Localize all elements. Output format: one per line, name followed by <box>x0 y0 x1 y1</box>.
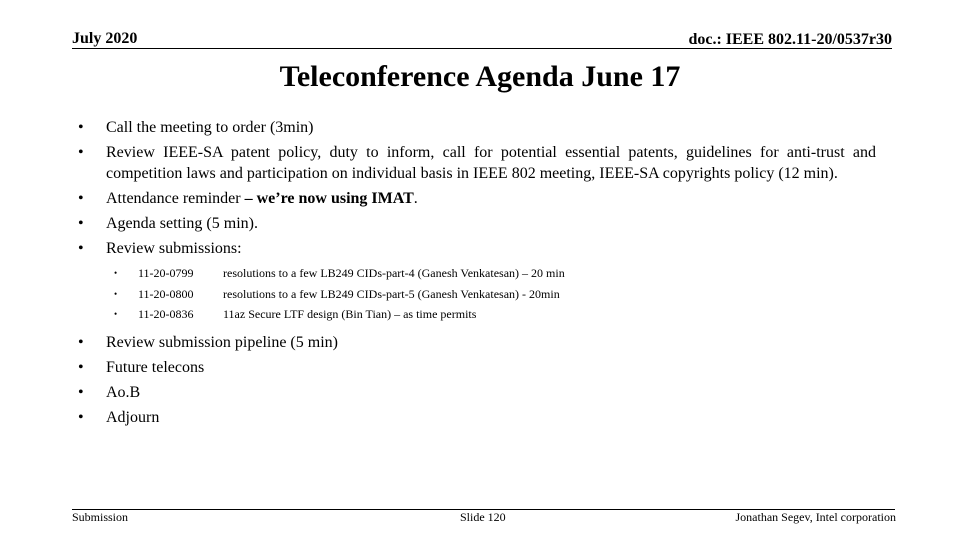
bullet-icon: • <box>78 215 84 232</box>
bullet-icon: • <box>78 144 84 161</box>
agenda-item-text: Call the meeting to order (3min) <box>106 119 314 136</box>
agenda-item-text: Future telecons <box>106 359 205 376</box>
agenda-item-text: Adjourn <box>106 409 160 426</box>
agenda-item-text: Review IEEE-SA patent policy, duty to inform, call for potential essential patents, guidelines for anti-trust and competition laws and participation on individual basis in IEEE 802 meeting, IEEE-SA copyrights policy (12 min). <box>106 144 876 182</box>
bullet-icon: • <box>78 409 84 426</box>
bullet-icon: • <box>114 288 118 299</box>
header-divider <box>72 48 892 49</box>
agenda-item <box>76 382 876 403</box>
bullet-icon: • <box>114 309 118 319</box>
submission-doc-number: 11-20-0799 <box>138 266 194 280</box>
bullet-icon: • <box>78 384 84 401</box>
bullet-icon: • <box>78 240 84 257</box>
agenda-item <box>76 332 876 353</box>
agenda-item-text: Attendance reminder – we’re now using IMAT. <box>106 190 418 207</box>
submission-item <box>76 286 876 302</box>
agenda-item <box>76 407 876 428</box>
submission-doc-number: 11-20-0800 <box>138 286 194 301</box>
submission-list <box>76 265 876 322</box>
agenda-item-text: Review submissions: <box>106 240 242 257</box>
agenda-item <box>76 188 876 209</box>
agenda-item <box>76 238 876 259</box>
footer-slide-number: Slide 120 <box>460 510 506 524</box>
bullet-icon: • <box>114 268 118 278</box>
submission-doc-number: 11-20-0836 <box>138 307 194 321</box>
agenda-item <box>76 142 876 184</box>
header-doc-id: doc.: IEEE 802.11-20/0537r30 <box>688 31 892 48</box>
submission-item <box>76 306 876 322</box>
agenda-item <box>76 117 876 138</box>
slide-title: Teleconference Agenda June 17 <box>279 60 681 93</box>
imat-emphasis: – we’re now using IMAT <box>244 190 414 207</box>
bullet-icon: • <box>78 119 84 136</box>
submission-description: 11az Secure LTF design (Bin Tian) – as time permits <box>223 307 477 321</box>
agenda-item <box>76 213 876 234</box>
bullet-icon: • <box>78 190 84 207</box>
submission-item <box>76 265 876 281</box>
agenda-item <box>76 357 876 378</box>
submission-description: resolutions to a few LB249 CIDs-part-4 (Ganesh Venkatesan) – 20 min <box>223 266 565 280</box>
bullet-icon: • <box>78 359 84 376</box>
footer-author: Jonathan Segev, Intel corporation <box>735 510 896 524</box>
agenda-list <box>76 117 876 432</box>
bullet-icon: • <box>78 334 84 351</box>
agenda-item-text: Ao.B <box>106 384 141 401</box>
agenda-item-text: Review submission pipeline (5 min) <box>106 334 338 351</box>
agenda-item-text: Agenda setting (5 min). <box>106 215 258 232</box>
footer-submission: Submission <box>72 510 129 524</box>
header-date: July 2020 <box>72 30 138 47</box>
submission-description: resolutions to a few LB249 CIDs-part-5 (Ganesh Venkatesan) - 20min <box>223 286 560 301</box>
